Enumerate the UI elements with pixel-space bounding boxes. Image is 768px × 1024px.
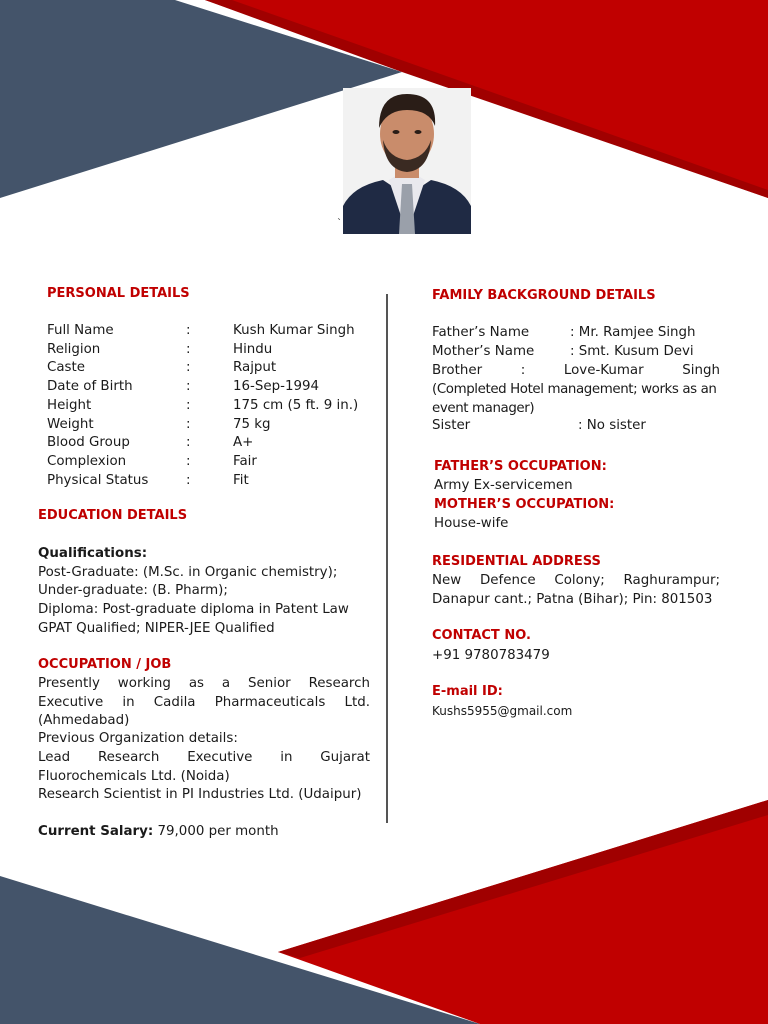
brother-note: (Completed Hotel management; works as an event manager): [432, 382, 717, 416]
residential-address-heading: RESIDENTIAL ADDRESS: [432, 554, 601, 569]
personal-row-label: Caste: [47, 360, 86, 376]
brother-line: Brother : Love-Kumar Singh: [432, 363, 720, 378]
email-heading: E-mail ID:: [432, 684, 503, 699]
education-line: Post-Graduate: (M.Sc. in Organic chemistry);: [38, 564, 338, 580]
education-block: [38, 545, 373, 639]
photo-mark: `: [337, 218, 342, 229]
contact-heading: CONTACT NO.: [432, 628, 531, 643]
personal-row-sep: :: [186, 435, 191, 451]
portrait-illustration: [343, 88, 471, 234]
personal-row-sep: :: [186, 453, 191, 469]
personal-row-label: Complexion: [47, 453, 127, 469]
personal-row-label: Full Name: [47, 323, 114, 338]
personal-row-sep: :: [186, 360, 191, 376]
mother-occupation-heading: MOTHER’S OCCUPATION:: [434, 497, 615, 512]
personal-row-label: Blood Group: [47, 435, 130, 451]
personal-row-value: Hindu: [233, 341, 273, 357]
previous-org-label: Previous Organization details:: [38, 731, 238, 746]
contact-number: +91 9780783479: [432, 648, 550, 663]
personal-row-label: Height: [47, 397, 92, 413]
mother-occupation-value: House-wife: [434, 516, 509, 531]
column-divider: [386, 294, 388, 823]
father-name-value: : Mr. Ramjee Singh: [570, 325, 696, 340]
email-value: Kushs5955@gmail.com: [432, 704, 573, 718]
previous-org-2: Research Scientist in PI Industries Ltd. (Udaipur): [38, 787, 362, 802]
personal-row-sep: :: [186, 323, 191, 338]
personal-row-sep: :: [186, 341, 191, 357]
personal-row-value: Fair: [233, 453, 257, 469]
personal-row-value: 175 cm (5 ft. 9 in.): [233, 397, 359, 413]
education-details-heading: EDUCATION DETAILS: [38, 508, 188, 523]
father-occupation-value: Army Ex-servicemen: [434, 478, 573, 493]
personal-row-label: Religion: [47, 341, 101, 357]
personal-row-value: 75 kg: [233, 416, 271, 432]
personal-row-value: Rajput: [233, 360, 277, 376]
salary-value: 79,000 per month: [153, 824, 279, 839]
personal-row-value: Kush Kumar Singh: [233, 323, 355, 338]
education-line: Diploma: Post-graduate diploma in Patent Law: [38, 602, 349, 618]
family-background-heading: FAMILY BACKGROUND DETAILS: [432, 288, 656, 303]
personal-row-label: Physical Status: [47, 472, 149, 488]
previous-org-1: Lead Research Executive in Gujarat Fluorochemicals Ltd. (Noida): [38, 750, 370, 784]
qualifications-label: Qualifications:: [38, 546, 148, 561]
personal-row-sep: :: [186, 379, 191, 395]
education-line: Under-graduate: (B. Pharm);: [38, 583, 228, 599]
profile-photo: [343, 88, 471, 234]
mother-name-value: : Smt. Kusum Devi: [570, 344, 694, 359]
mother-name-label: Mother’s Name: [432, 344, 535, 359]
sister-label: Sister: [432, 418, 471, 433]
personal-row-sep: :: [186, 416, 191, 432]
residential-address-value: New Defence Colony; Raghurampur; Danapur cant.; Patna (Bihar); Pin: 801503: [432, 573, 720, 607]
personal-details-heading: PERSONAL DETAILS: [47, 286, 190, 301]
salary-label: Current Salary:: [38, 824, 154, 839]
personal-row-sep: :: [186, 472, 191, 488]
personal-row-value: Fit: [233, 472, 249, 488]
personal-row-label: Date of Birth: [47, 379, 133, 395]
occupation-heading: OCCUPATION / JOB: [38, 657, 172, 672]
personal-row-label: Weight: [47, 416, 94, 432]
personal-row-sep: :: [186, 397, 191, 413]
father-name-label: Father’s Name: [432, 325, 530, 340]
father-occupation-heading: FATHER’S OCCUPATION:: [434, 459, 607, 474]
education-line: GPAT Qualified; NIPER-JEE Qualified: [38, 620, 275, 636]
personal-row-value: A+: [233, 435, 254, 451]
sister-value: : No sister: [578, 418, 646, 433]
personal-row-value: 16-Sep-1994: [233, 379, 320, 395]
current-occupation: Presently working as a Senior Research Executive in Cadila Pharmaceuticals Ltd. (Ahmedabad): [38, 676, 370, 729]
current-salary: [38, 823, 378, 842]
